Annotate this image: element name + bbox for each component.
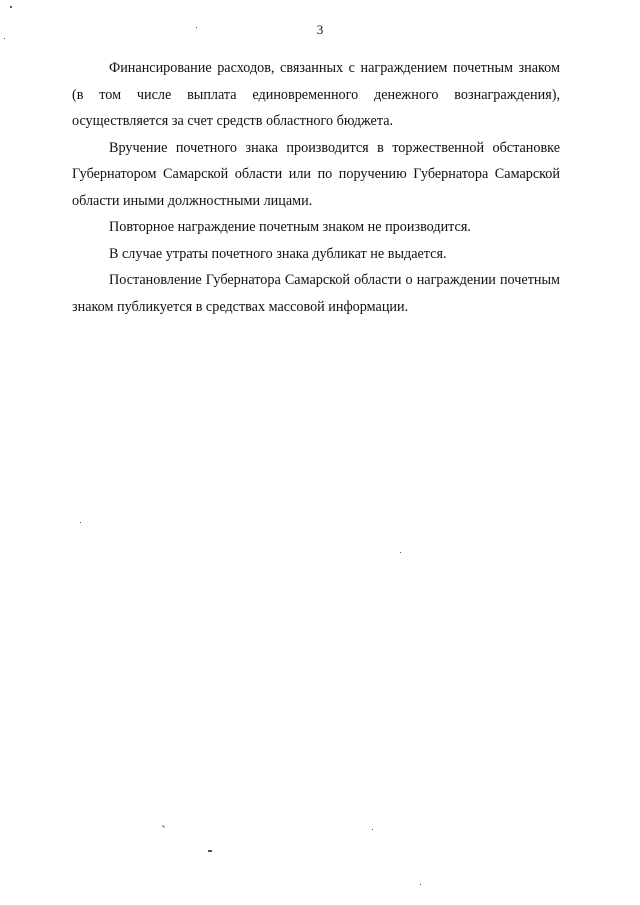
document-body xyxy=(72,55,560,320)
paragraph-publication: Постановление Губернатора Самарской области о награждении почетным знаком публикуется в средствах массовой информации. xyxy=(72,272,560,315)
scan-speck xyxy=(162,825,165,828)
paragraph-financing: Финансирование расходов, связанных с награждением почетным знаком (в том числе выплата единовременного денежного вознаграждения), осуществляется за счет средств областного бюджета. xyxy=(72,60,560,129)
paragraph-repeat-award: Повторное награждение почетным знаком не производится. xyxy=(109,219,471,235)
scan-speck xyxy=(10,6,12,8)
scan-speck xyxy=(80,522,81,523)
scan-speck xyxy=(400,552,401,553)
scan-speck xyxy=(4,38,5,39)
scan-speck xyxy=(372,829,373,830)
page-number: 3 xyxy=(316,22,324,37)
scan-speck xyxy=(208,850,212,852)
paragraph-presentation: Вручение почетного знака производится в торжественной обстановке Губернатором Самарской области или по поручению Губернатора Самарской области иными должностными лицами. xyxy=(72,139,560,209)
paragraph-duplicate: В случае утраты почетного знака дубликат не выдается. xyxy=(109,245,447,262)
scan-speck xyxy=(420,884,421,885)
scan-speck xyxy=(196,27,197,28)
